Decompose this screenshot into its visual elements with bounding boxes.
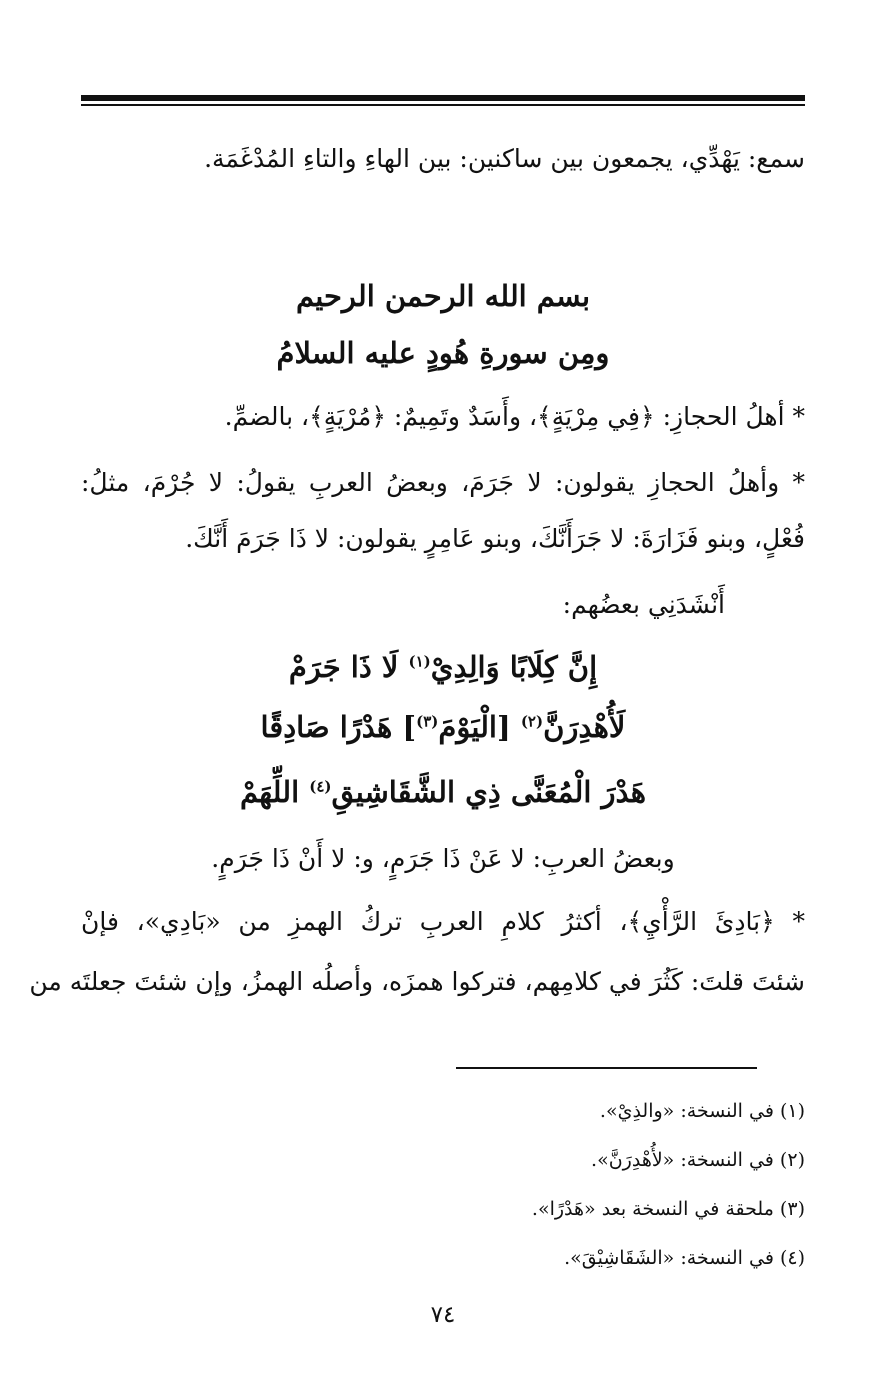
paragraph-badia-line-2: شئتَ قلتَ: كَثُرَ في كلامِهم، فتركوا همزَه، وأصلُه الهمزُ، وإن شئتَ جعلتَه من [29,967,805,996]
surah-heading: ومِن سورةِ هُودٍ عليه السلامُ [276,336,610,370]
paragraph-jaram-line-1: * وأهلُ الحجازِ يقولون: لا جَرَمَ، وبعضُ العربِ يقولُ: لا جُرْمَ، مثلُ: [81,468,805,497]
paragraph-anshadani: أَنْشَدَنِي بعضُهم: [562,590,725,619]
paragraph-some-arabs: وبعضُ العربِ: لا عَنْ ذَا جَرَمٍ، و: لا أَنْ ذَا جَرَمٍ. [211,844,675,873]
footnote-1: (١) في النسخة: «والذِيْ». [599,1100,805,1122]
verse-line-2 [81,707,805,747]
verse-2-head: لَأُهْدِرَنَّ [543,710,626,744]
footnote-ref-2: (٢) [520,712,544,731]
verse-2-tail: ] هَدْرًا صَادِقًا [260,710,417,744]
paragraph-mirya: * أهلُ الحجازِ: ﴿فِي مِرْيَةٍ﴾، وأَسَدٌ وتَمِيمٌ: ﴿مُرْيَةٍ﴾، بالضمِّ. [224,402,805,431]
paragraph-jaram-line-2: فُعْلٍ، وبنو فَزَارَةَ: لا جَرَأَنَّكَ، وبنو عَامِرٍ يقولون: لا ذَا جَرَمَ أَنَّكَ. [185,524,805,553]
footnote-ref-3: (٣) [416,712,439,731]
paragraph-badia-line-1: * ﴿بَادِئَ الرَّأْيِ﴾، أكثرُ كلامِ العربِ تركُ الهمزِ من «بَادِي»، فإنْ [81,907,805,936]
header-rule-thick [81,95,805,101]
verse-3-head: هَدْرَ الْمُعَنَّى ذِي الشَّقَاشِيقِ [331,775,647,809]
footnote-2: (٢) في النسخة: «لأُهْدِرَنَّ». [591,1149,805,1171]
verse-1-text: إِنَّ كِلَابًا وَالِدِيْ [430,650,598,684]
basmala-heading: بسم الله الرحمن الرحيم [295,279,591,313]
verse-1-tail: لَا ذَا جَرَمْ [288,650,409,684]
footnote-ref-4: (٤) [309,777,332,796]
header-rule-thin [81,104,805,106]
page-number: ٧٤ [430,1302,456,1328]
footnote-3: (٣) ملحقة في النسخة بعد «هَدْرًا». [531,1198,805,1220]
verse-2-mid: [الْيَوْمَ [438,710,521,744]
footnote-4: (٤) في النسخة: «الشَقَاشِيْقَ». [564,1247,805,1269]
paragraph-continuation: سمع: يَهْدِّي، يجمعون بين ساكنين: بين الهاءِ والتاءِ المُدْغَمَة. [204,144,805,173]
verse-3-tail: اللِّهَمْ [239,775,310,809]
footnote-separator [456,1067,757,1069]
verse-line-1 [81,647,805,687]
footnote-ref-1: (١) [408,652,431,671]
verse-line-3 [81,772,805,812]
